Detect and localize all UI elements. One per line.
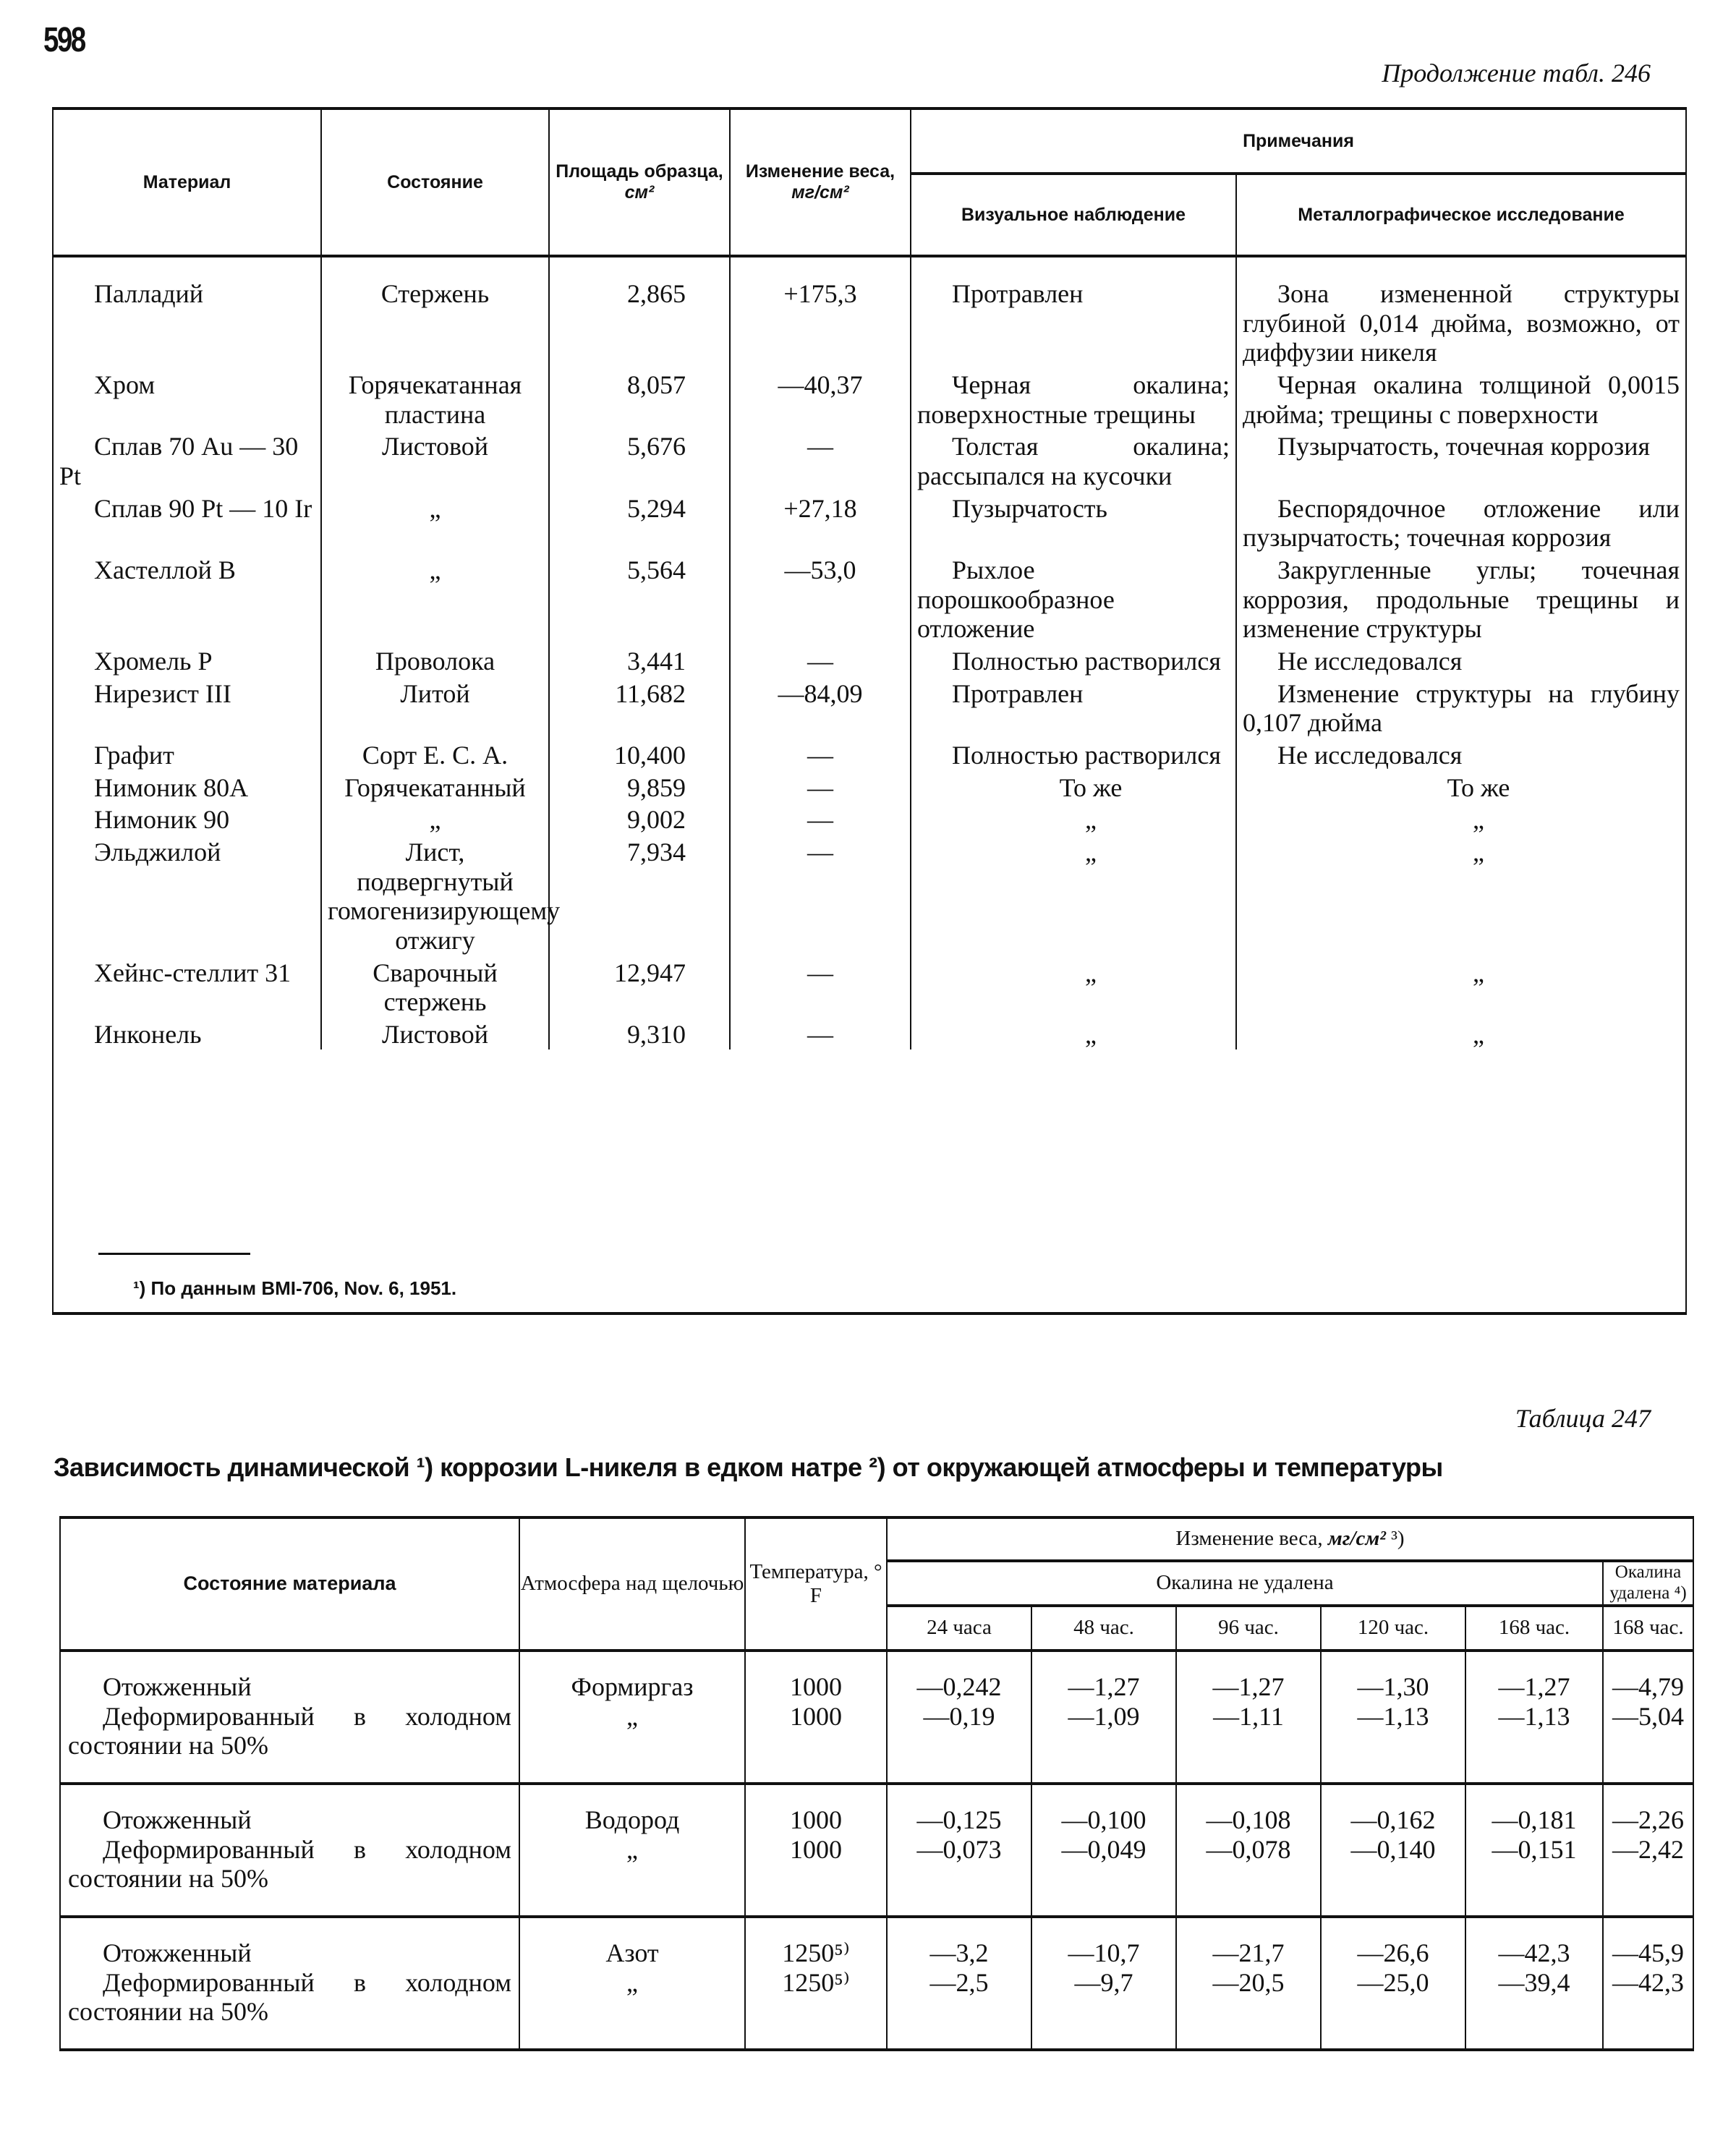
cell-state: Горячекатанный [321,770,549,803]
cell-value: —0,108 [1176,1784,1321,1835]
cell-temperature: 1000 [745,1702,887,1784]
page-number: 598 [43,21,85,59]
cell-material: Эльджилой [94,838,221,867]
cell-visual: То же [911,770,1236,803]
header-temperature: Температура, ° F [745,1519,887,1651]
header-time-120: 120 час. [1321,1606,1465,1651]
cell-visual: Протравлен [911,676,1236,738]
cell-temperature: 1250⁵⁾ [745,1917,887,1968]
table-247 [59,1516,1694,2051]
cell-weight-change: — [730,738,911,770]
cell-metallographic: Беспорядочное отложение или пузырчатость; точечная коррозия [1236,491,1685,553]
header-notes: Примечания [911,110,1685,174]
cell-visual: Толстая окалина; рассыпался на кусочки [911,429,1236,490]
table-row [61,1702,1693,1784]
cell-value: —5,04 [1603,1702,1693,1784]
cell-metallographic: Черная окалина толщиной 0,0015 дюйма; трещины с поверхности [1236,367,1685,429]
cell-value: —45,9 [1603,1917,1693,1968]
cell-area: 12,947 [549,955,730,1017]
cell-material: Хейнс-стеллит 31 [94,958,292,987]
cell-weight-change: — [730,835,911,955]
header-time-168: 168 час. [1465,1606,1603,1651]
cell-temperature: 1000 [745,1784,887,1835]
header-time-168-removed: 168 час. [1603,1606,1693,1651]
cell-material: Нимоник 90 [94,805,230,835]
table-row [61,1835,1693,1917]
table-247-label: Таблица 247 [1515,1404,1651,1433]
cell-metallographic: „ [1236,1017,1685,1049]
cell-area: 9,002 [549,802,730,835]
header-time-96: 96 час. [1176,1606,1321,1651]
cell-value: —0,078 [1176,1835,1321,1917]
cell-condition: Отожженный [103,1672,252,1701]
cell-visual: „ [911,1017,1236,1049]
table-row [54,802,1685,835]
cell-metallographic: Не исследовался [1236,738,1685,770]
cell-visual: Протравлен [911,256,1236,367]
cell-value: —25,0 [1321,1968,1465,2048]
cell-material: Палладий [94,279,204,308]
cell-value: —39,4 [1465,1968,1603,2048]
header-state: Состояние [321,110,549,256]
table-row [54,738,1685,770]
cell-visual: Пузырчатость [911,491,1236,553]
cell-weight-change: +27,18 [730,491,911,553]
header-condition: Состояние материала [183,1572,396,1595]
cell-atmosphere: Азот [519,1917,745,1968]
cell-atmosphere: „ [519,1835,745,1917]
cell-atmosphere: „ [519,1968,745,2048]
cell-value: —9,7 [1031,1968,1176,2048]
cell-state: Листовой [321,1017,549,1049]
cell-value: —1,09 [1031,1702,1176,1784]
table-row [54,835,1685,955]
cell-condition: Отожженный [103,1938,252,1968]
cell-state: Сорт Е. С. А. [321,738,549,770]
cell-state: „ [321,553,549,644]
cell-value: —0,181 [1465,1784,1603,1835]
header-visual: Визуальное наблюдение [911,174,1236,256]
cell-area: 5,564 [549,553,730,644]
cell-condition: Деформированный в холодном состоянии на 50% [68,1834,511,1894]
cell-metallographic: Изменение структуры на глубину 0,107 дюйма [1236,676,1685,738]
cell-weight-change: — [730,770,911,803]
cell-area: 5,294 [549,491,730,553]
table-246-body [54,256,1685,1049]
cell-area: 11,682 [549,676,730,738]
table-247-group-nitrogen [61,1917,1693,2048]
cell-metallographic: Закругленные углы; точечная коррозия, продольные трещины и изменение структуры [1236,553,1685,644]
cell-value: —2,26 [1603,1784,1693,1835]
cell-weight-change: — [730,1017,911,1049]
cell-value: —0,073 [887,1835,1031,1917]
cell-state: Горячекатанная пластина [321,367,549,429]
cell-area: 7,934 [549,835,730,955]
cell-area: 10,400 [549,738,730,770]
cell-temperature: 1000 [745,1651,887,1702]
table-row [61,1651,1693,1702]
table-row [54,770,1685,803]
cell-area: 8,057 [549,367,730,429]
cell-temperature: 1000 [745,1835,887,1917]
cell-area: 9,859 [549,770,730,803]
cell-value: —21,7 [1176,1917,1321,1968]
table-row [54,644,1685,676]
table-row [54,553,1685,644]
cell-condition: Отожженный [103,1805,252,1835]
cell-material: Хром [94,370,156,400]
cell-value: —10,7 [1031,1917,1176,1968]
cell-area: 5,676 [549,429,730,490]
cell-value: —4,79 [1603,1651,1693,1702]
cell-atmosphere: Водород [519,1784,745,1835]
header-weight-units: мг/см² [1327,1527,1386,1551]
cell-area: 3,441 [549,644,730,676]
cell-visual: „ [911,835,1236,955]
cell-atmosphere: Формиргаз [519,1651,745,1702]
cell-visual: Рыхлое порошкообразное отложение [911,553,1236,644]
cell-material: Инконель [94,1020,202,1049]
header-scale-removed: Окалина удалена ⁴) [1603,1561,1693,1606]
cell-value: —0,162 [1321,1784,1465,1835]
cell-value: —0,049 [1031,1835,1176,1917]
header-metallographic: Металлографическое исследование [1236,174,1685,256]
cell-value: —1,27 [1465,1651,1603,1702]
cell-state: Лист, подвергнутый гомогенизирующему отжигу [321,835,549,955]
table-row [61,1784,1693,1835]
cell-temperature: 1250⁵⁾ [745,1968,887,2048]
cell-weight-change: +175,3 [730,256,911,367]
cell-metallographic: Не исследовался [1236,644,1685,676]
table-row [61,1968,1693,2048]
table-247-group-formirgas [61,1651,1693,1784]
header-scale-not-removed: Окалина не удалена [887,1561,1603,1606]
table-row [54,367,1685,429]
cell-weight-change: —53,0 [730,553,911,644]
cell-state: Проволока [321,644,549,676]
table-247-title: Зависимость динамической ¹) коррозии L-никеля в едком натре ²) от окружающей атмосферы и температуры [54,1452,1443,1482]
cell-value: —2,42 [1603,1835,1693,1917]
cell-value: —42,3 [1603,1968,1693,2048]
cell-value: —1,27 [1176,1651,1321,1702]
cell-value: —1,13 [1465,1702,1603,1784]
table-row [54,491,1685,553]
cell-state: „ [321,802,549,835]
cell-condition: Деформированный в холодном состоянии на 50% [68,1701,511,1760]
cell-value: —0,100 [1031,1784,1176,1835]
header-weight-label: Изменение веса, [745,161,895,182]
header-weight-label: Изменение веса, [1175,1527,1323,1551]
cell-metallographic: То же [1236,770,1685,803]
footnote-246: ¹) По данным BMI-706, Nov. 6, 1951. [133,1277,457,1299]
cell-state: „ [321,491,549,553]
table-row [54,256,1685,367]
cell-value: —1,11 [1176,1702,1321,1784]
header-weight-units: мг/см² [791,182,849,203]
header-weight-change [887,1519,1693,1561]
header-time-48: 48 час. [1031,1606,1176,1651]
table-row [54,1017,1685,1049]
table-row [54,676,1685,738]
table-246 [52,107,1687,1315]
cell-material: Нимоник 80А [94,772,249,802]
cell-metallographic: Пузырчатость, точечная коррозия [1236,429,1685,490]
table-row [61,1917,1693,1968]
cell-visual: „ [911,802,1236,835]
cell-material: Графит [94,741,174,770]
cell-value: —0,242 [887,1651,1031,1702]
cell-visual: „ [911,955,1236,1017]
table-row [54,955,1685,1017]
cell-weight-change: — [730,802,911,835]
cell-visual: Полностью растворился [911,738,1236,770]
cell-metallographic: „ [1236,835,1685,955]
cell-value: —0,140 [1321,1835,1465,1917]
cell-weight-change: —84,09 [730,676,911,738]
cell-metallographic: Зона измененной структуры глубиной 0,014 дюйма, возможно, от диффузии никеля [1236,256,1685,367]
header-weight-note: ³) [1391,1527,1405,1551]
continuation-caption: Продолжение табл. 246 [1382,59,1651,88]
cell-value: —0,151 [1465,1835,1603,1917]
cell-visual: Полностью растворился [911,644,1236,676]
cell-value: —2,5 [887,1968,1031,2048]
header-weight-change [730,110,911,256]
cell-weight-change: — [730,644,911,676]
cell-value: —26,6 [1321,1917,1465,1968]
cell-material: Нирезист III [94,678,231,708]
cell-material: Сплав 70 Au — 30 Pt [59,432,299,491]
cell-value: —42,3 [1465,1917,1603,1968]
header-area-label: Площадь образца, [556,161,723,182]
cell-state: Сварочный стержень [321,955,549,1017]
cell-value: —1,13 [1321,1702,1465,1784]
cell-condition: Деформированный в холодном состоянии на 50% [68,1967,511,2027]
header-area-units: см² [624,182,655,203]
cell-value: —0,19 [887,1702,1031,1784]
cell-material: Сплав 90 Pt — 10 Ir [94,493,312,523]
cell-material: Хромель Р [94,647,213,676]
cell-value: —3,2 [887,1917,1031,1968]
table-247-group-hydrogen [61,1784,1693,1917]
cell-metallographic: „ [1236,955,1685,1017]
cell-value: —0,125 [887,1784,1031,1835]
cell-weight-change: — [730,429,911,490]
cell-state: Стержень [321,256,549,367]
header-area [549,110,730,256]
cell-value: —1,27 [1031,1651,1176,1702]
cell-weight-change: —40,37 [730,367,911,429]
cell-atmosphere: „ [519,1702,745,1784]
cell-material: Хастеллой В [94,555,236,585]
cell-area: 9,310 [549,1017,730,1049]
cell-state: Листовой [321,429,549,490]
cell-area: 2,865 [549,256,730,367]
header-time-24: 24 часа [887,1606,1031,1651]
header-material: Материал [142,171,231,192]
table-row [54,429,1685,490]
cell-value: —1,30 [1321,1651,1465,1702]
cell-metallographic: „ [1236,802,1685,835]
footnote-rule [98,1253,250,1255]
cell-value: —20,5 [1176,1968,1321,2048]
cell-weight-change: — [730,955,911,1017]
cell-state: Литой [321,676,549,738]
header-atmosphere: Атмосфера над щелочью [519,1519,745,1651]
cell-visual: Черная окалина; поверхностные трещины [911,367,1236,429]
